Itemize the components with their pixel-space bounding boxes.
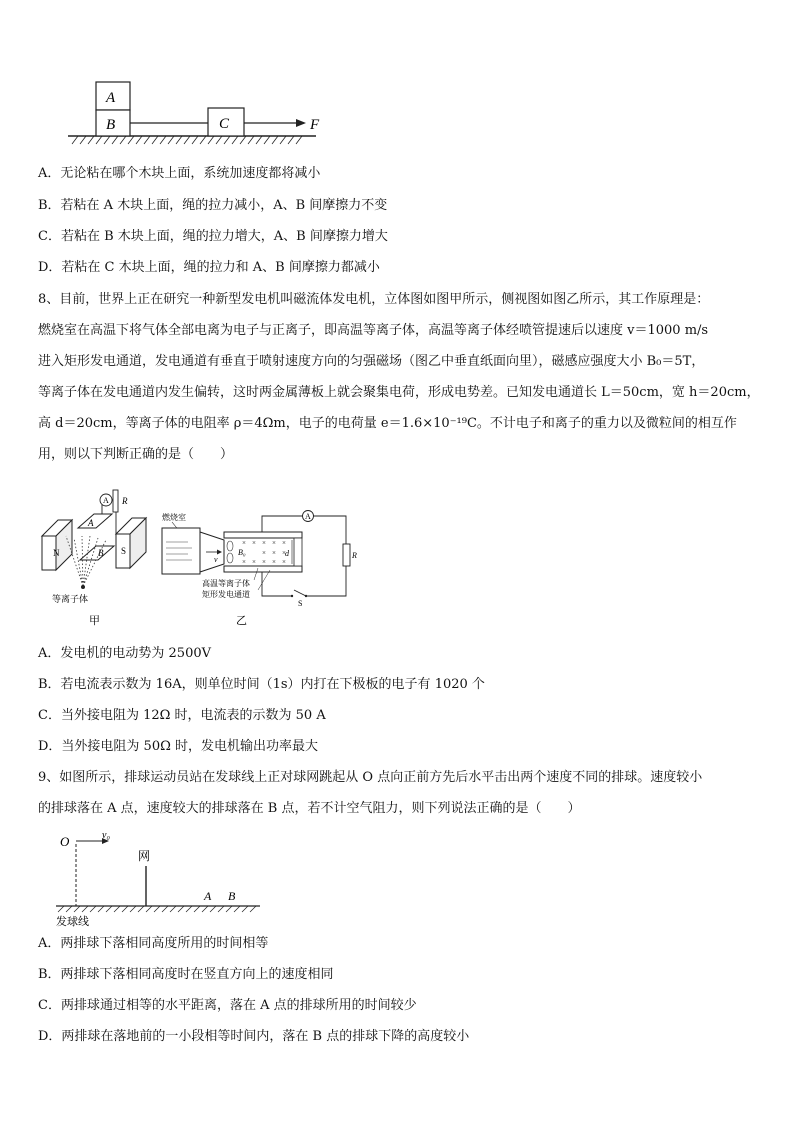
q8-option-b: B．若电流表示数为 16A，则单位时间（1s）内打在下极板的电子有 1020 个 xyxy=(38,677,485,692)
label-point-a: A xyxy=(204,889,212,903)
switch xyxy=(294,590,306,596)
q8-figure-yi xyxy=(158,510,358,628)
resistor-yi xyxy=(343,544,350,566)
q9-stem-line-1: 9、如图所示，排球运动员站在发球线上正对球网跳起从 O 点向正前方先后水平击出两个速度不同的排球。速度较小 xyxy=(38,770,703,785)
svg-text:×: × xyxy=(252,558,256,566)
lower-plate xyxy=(224,566,302,572)
q9-stem-line-2: 的排球落在 A 点，速度较大的排球落在 B 点，若不计空气阻力，则下列说法正确的是（ ） xyxy=(38,801,581,816)
q8-option-d: D．当外接电阻为 50Ω 时，发电机输出功率最大 xyxy=(38,739,319,754)
label-ammeter-jia: A xyxy=(103,496,109,505)
label-switch: S xyxy=(298,599,303,608)
q8-stem-line-3: 进入矩形发电通道，发电通道有垂直于喷射速度方向的匀强磁场（图乙中垂直纸面向里），磁感应强度大小 B₀＝5T， xyxy=(38,354,705,369)
label-pole-n: N xyxy=(53,548,60,558)
caption-jia: 甲 xyxy=(89,614,100,627)
q8-stem-line-2: 燃烧室在高温下将气体全部电离为电子与正离子，即高温等离子体，高温等离子体经喷管提速后以速度 v＝1000 m/s xyxy=(38,323,709,338)
upper-plate xyxy=(224,532,302,538)
label-plasma-jia: 等离子体 xyxy=(52,595,89,605)
q8-stem-line-5: 高 d＝20cm，等离子体的电阻率 ρ＝4Ωm，电子的电荷量 e＝1.6×10⁻¹⁹C。不计电子和离子的重力以及微粒间的相互作 xyxy=(38,416,737,431)
label-ammeter-yi: A xyxy=(305,512,311,521)
q7-option-d: D．若粘在 C 木块上面，绳的拉力和 A、B 间摩擦力都减小 xyxy=(38,260,380,275)
label-pole-s: S xyxy=(121,546,127,556)
q7-option-a: A．无论粘在哪个木块上面，系统加速度都将减小 xyxy=(38,166,321,181)
q9-option-b: B．两排球下落相同高度时在竖直方向上的速度相同 xyxy=(38,967,334,982)
field-crosses xyxy=(242,539,286,566)
resistor-jia xyxy=(113,490,118,512)
q8-stem-line-1: 8、目前，世界上正在研究一种新型发电机叫磁流体发电机，立体图如图甲所示，侧视图如图乙所示，其工作原理是： xyxy=(38,292,710,307)
label-point-b: B xyxy=(228,889,236,903)
q7-option-c: C．若粘在 B 木块上面，绳的拉力增大，A、B 间摩擦力增大 xyxy=(38,229,388,244)
svg-text:×: × xyxy=(262,549,266,557)
label-plasma-yi: 高温等离子体 xyxy=(202,579,250,588)
q9-option-d: D．两排球在落地前的一小段相等时间内，落在 B 点的排球下降的高度较小 xyxy=(38,1029,470,1044)
svg-text:×: × xyxy=(262,558,266,566)
svg-text:×: × xyxy=(272,549,276,557)
combustion-chamber xyxy=(162,528,200,574)
svg-text:×: × xyxy=(252,539,256,547)
label-chamber: 燃烧室 xyxy=(162,513,186,522)
q7-option-b: B．若粘在 A 木块上面，绳的拉力减小，A、B 间摩擦力不变 xyxy=(38,198,388,213)
q8-stem-line-6: 用，则以下判断正确的是（ ） xyxy=(38,447,234,462)
label-resistor-jia: R xyxy=(122,496,128,506)
q8-figure-jia xyxy=(36,486,156,628)
label-block-a: A xyxy=(106,90,116,106)
q8-option-c: C．当外接电阻为 12Ω 时，电流表的示数为 50 A xyxy=(38,708,326,723)
q9-volleyball-figure xyxy=(50,826,264,928)
caption-yi: 乙 xyxy=(236,614,247,627)
label-velocity: v xyxy=(214,555,218,564)
label-origin: O xyxy=(60,834,70,849)
q7-blocks-figure xyxy=(66,78,328,148)
label-field: B₀ xyxy=(238,548,246,557)
label-plate-b: B xyxy=(98,548,104,558)
svg-text:×: × xyxy=(242,558,246,566)
label-resistor-yi: R xyxy=(352,551,357,560)
svg-text:×: × xyxy=(282,539,286,547)
plasma-source xyxy=(81,585,85,589)
label-channel: 矩形发电通道 xyxy=(202,590,250,599)
label-net: 网 xyxy=(138,849,151,863)
label-force: F xyxy=(310,117,320,133)
label-plate-a: A xyxy=(88,518,94,528)
svg-text:×: × xyxy=(272,558,276,566)
q9-option-a: A．两排球下落相同高度所用的时间相等 xyxy=(38,936,269,951)
label-block-b: B xyxy=(106,117,116,133)
svg-text:×: × xyxy=(282,558,286,566)
plate-a xyxy=(78,514,112,528)
ground-hatching-q9 xyxy=(58,906,256,912)
label-block-c: C xyxy=(219,116,230,132)
label-height: d xyxy=(285,549,289,558)
q8-stem-line-4: 等离子体在发电通道内发生偏转，这时两金属薄板上就会聚集电荷，形成电势差。已知发电通道长 L＝50cm，宽 h＝20cm， xyxy=(38,385,760,400)
label-serve-line: 发球线 xyxy=(56,915,89,928)
label-velocity0: v₀ xyxy=(102,830,110,841)
svg-text:×: × xyxy=(242,539,246,547)
q9-option-c: C．两排球通过相等的水平距离，落在 A 点的排球所用的时间较少 xyxy=(38,998,417,1013)
svg-text:×: × xyxy=(282,549,286,557)
svg-text:×: × xyxy=(262,539,266,547)
q8-option-a: A．发电机的电动势为 2500V xyxy=(38,646,211,661)
svg-text:×: × xyxy=(272,539,276,547)
plate-b xyxy=(80,546,114,560)
